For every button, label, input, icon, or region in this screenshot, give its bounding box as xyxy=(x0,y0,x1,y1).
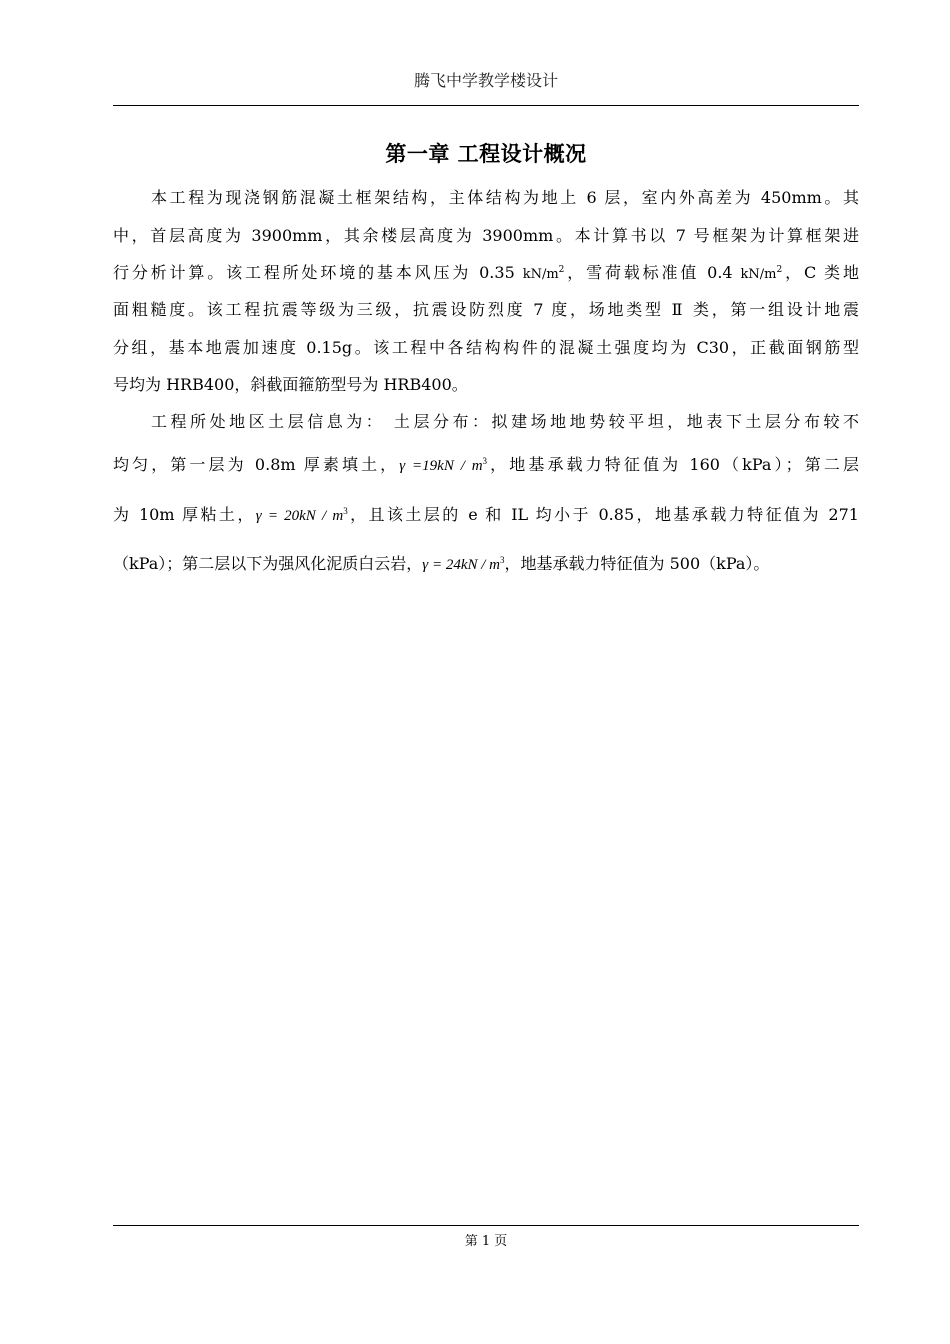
header-divider xyxy=(113,105,859,106)
text: ，C 类地 xyxy=(782,263,859,282)
formula-text: γ = 24kN / m xyxy=(422,557,500,573)
text: （kPa）；第二层以下为强风化泥质白云岩， xyxy=(113,554,423,573)
text: ，雪荷载标准值 0.4 xyxy=(564,263,741,282)
para1-line-5: 分组，基本地震加速度 0.15g。该工程中各结构构件的混凝土强度均为 C30，正截面钢筋型 xyxy=(113,338,859,357)
para2-line-4 xyxy=(113,556,859,573)
superscript: 3 xyxy=(482,456,488,466)
footer-divider xyxy=(113,1225,859,1226)
para2-line-2 xyxy=(113,457,859,474)
unit-weight-formula xyxy=(422,557,504,573)
superscript: 2 xyxy=(558,265,565,275)
unit-weight-formula xyxy=(256,508,348,524)
unit: kN/m xyxy=(740,267,777,282)
text: 为 10m 厚粘土， xyxy=(113,505,256,524)
para2-line-1: 工程所处地区土层信息为： 土层分布：拟建场地地势较平坦，地表下土层分布较不 xyxy=(151,412,859,431)
formula-text: γ =19kN / m xyxy=(399,458,483,474)
text: 行分析计算。该工程所处环境的基本风压为 0.35 xyxy=(113,263,523,282)
para1-line-4: 面粗糙度。该工程抗震等级为三级，抗震设防烈度 7 度，场地类型 Ⅱ 类，第一组设计地震 xyxy=(113,300,859,319)
chapter-title: 第一章 工程设计概况 xyxy=(385,142,587,166)
para1-line-2: 中，首层高度为 3900mm，其余楼层高度为 3900mm。本计算书以 7 号框架为计算框架进 xyxy=(113,226,859,245)
unit-weight-formula xyxy=(399,458,487,474)
para2-line-3 xyxy=(113,507,859,524)
text: 均匀，第一层为 0.8m 厚素填土， xyxy=(113,455,400,474)
superscript: 2 xyxy=(776,265,783,275)
para1-line-1: 本工程为现浇钢筋混凝土框架结构，主体结构为地上 6 层，室内外高差为 450mm。其 xyxy=(151,188,859,207)
text: ，地基承载力特征值为 500（kPa）。 xyxy=(504,554,770,573)
text: ，且该土层的 e 和 IL 均小于 0.85，地基承载力特征值为 271 xyxy=(347,505,859,524)
para1-line-3 xyxy=(113,265,859,281)
page-header: 腾飞中学教学楼设计 xyxy=(413,71,558,90)
page-number: 第 1 页 xyxy=(464,1234,508,1249)
unit: kN/m xyxy=(522,267,559,282)
superscript: 3 xyxy=(500,555,505,565)
superscript: 3 xyxy=(343,506,348,516)
text: ，地基承载力特征值为 160（kPa）；第二层 xyxy=(487,455,859,474)
formula-text: γ = 20kN / m xyxy=(255,508,344,524)
para1-line-6: 号均为 HRB400，斜截面箍筋型号为 HRB400。 xyxy=(113,375,468,394)
